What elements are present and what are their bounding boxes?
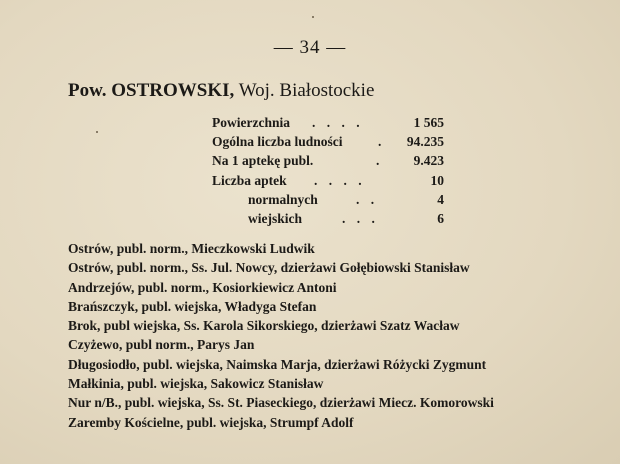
pharmacy-entry: Nur n/B., publ. wiejska, Ss. St. Piaseckiego, dzierżawi Miecz. Komorowski	[68, 395, 494, 411]
statistics-table	[212, 113, 444, 228]
district-heading	[68, 80, 374, 102]
stat-label: Liczba aptek	[212, 172, 287, 188]
stat-value: 10	[430, 172, 444, 188]
stat-row	[212, 132, 444, 151]
stat-row	[212, 190, 444, 209]
stat-label: Ogólna liczba ludności	[212, 134, 343, 150]
paper-speck	[96, 131, 98, 133]
pharmacy-entry: Zaremby Kościelne, publ. wiejska, Strumpf Adolf	[68, 414, 354, 430]
pharmacy-entry: Ostrów, publ. norm., Mieczkowski Ludwik	[68, 241, 315, 256]
pharmacy-entry: Długosiodło, publ. wiejska, Naimska Marja, dzierżawi Różycki Zygmunt	[68, 356, 487, 372]
leader-dots: . . . .	[312, 115, 364, 130]
district-name: OSTROWSKI,	[111, 80, 235, 101]
stat-label: Na 1 aptekę publ.	[212, 153, 314, 169]
pharmacy-entry: Małkinia, publ. wiejska, Sakowicz Stanisław	[68, 376, 324, 392]
paper-speck	[312, 16, 314, 18]
leader-dots: . . . .	[314, 172, 366, 188]
page-number: — 34 —	[273, 37, 347, 58]
stat-value: 9.423	[413, 153, 444, 169]
region-name: Woj. Białostockie	[238, 80, 375, 101]
stat-row	[212, 209, 444, 228]
stat-label: Powierzchnia	[212, 115, 290, 130]
leader-dots: . .	[356, 191, 379, 207]
leader-dots: .	[378, 134, 386, 150]
stat-value: 6	[437, 210, 444, 226]
pharmacy-entry: Ostrów, publ. norm., Ss. Jul. Nowcy, dzierżawi Gołębiowski Stanisław	[68, 260, 470, 276]
pharmacy-list	[68, 239, 494, 432]
stat-label: normalnych	[248, 191, 318, 207]
stat-row	[212, 151, 444, 170]
pharmacy-entry: Brańszczyk, publ. wiejska, Władyga Stefan	[68, 298, 317, 314]
pharmacy-entry: Brok, publ wiejska, Ss. Karola Sikorskiego, dzierżawi Szatz Wacław	[68, 318, 460, 334]
stat-value: 94.235	[406, 134, 444, 150]
stat-row	[212, 113, 444, 132]
heading-prefix: Pow.	[68, 80, 107, 101]
pharmacy-entry: Andrzejów, publ. norm., Kosiorkiewicz Antoni	[68, 279, 337, 295]
pharmacy-entry: Czyżewo, publ norm., Parys Jan	[68, 337, 255, 353]
leader-dots: . . .	[342, 210, 379, 226]
stat-value: 1 565	[413, 115, 444, 130]
stat-value: 4	[437, 191, 444, 207]
stat-row	[212, 171, 444, 190]
leader-dots: .	[376, 153, 384, 169]
stat-label: wiejskich	[248, 210, 302, 226]
